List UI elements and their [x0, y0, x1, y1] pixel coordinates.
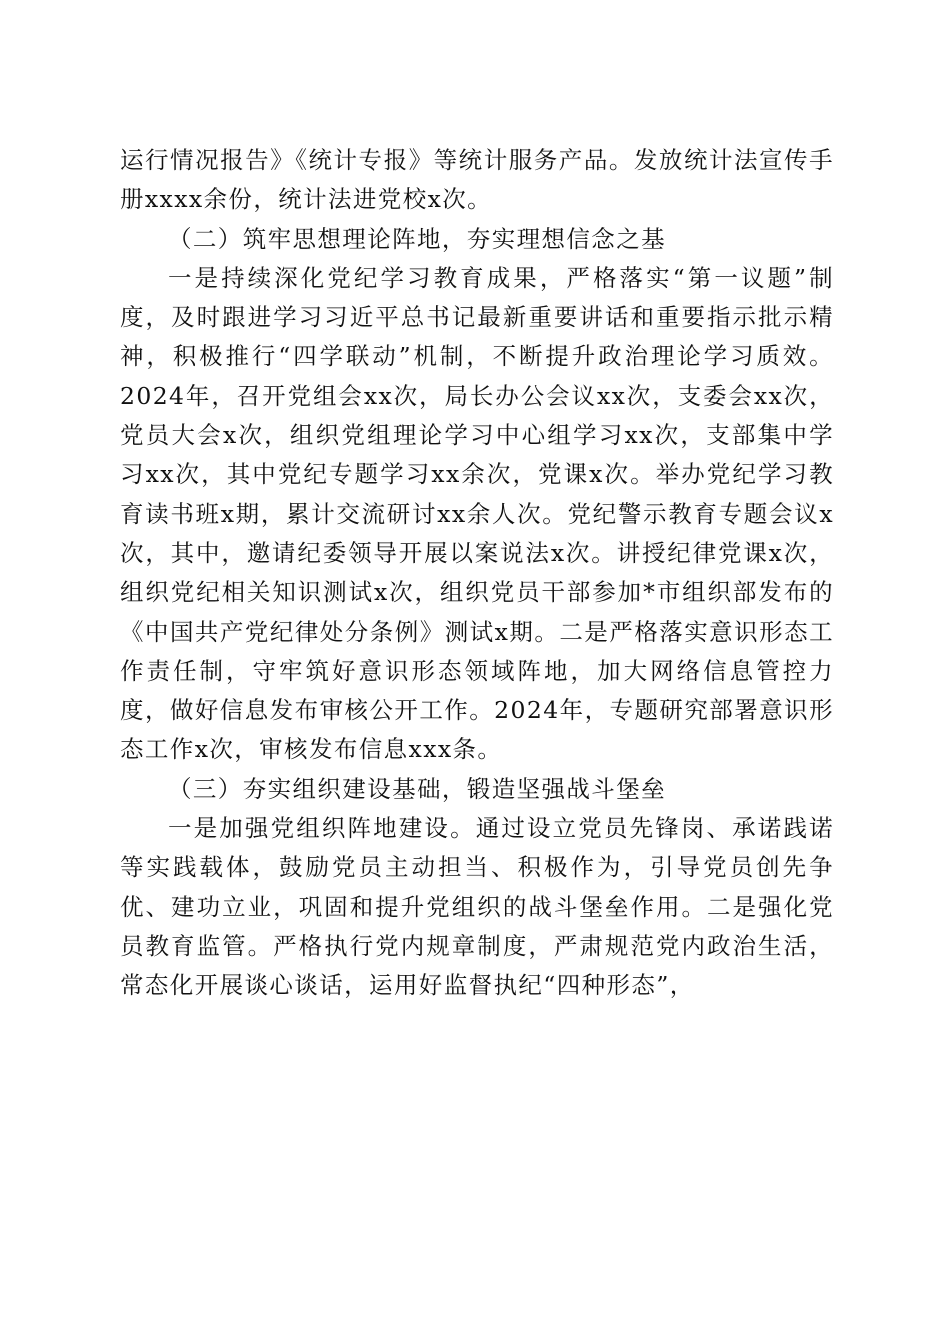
paragraph-continuation: 运行情况报告》《统计专报》等统计服务产品。发放统计法宣传手册xxxx余份，统计法进党校x次。	[120, 146, 834, 214]
paragraph-organization-building: 一是加强党组织阵地建设。通过设立党员先锋岗、承诺践诺等实践载体，鼓励党员主动担当、积极作为，引导党员创先争优、建功立业，巩固和提升党组织的战斗堡垒作用。二是强化党员教育监管。严格执行党内规章制度，严肃规范党内政治生活，常态化开展谈心谈话，运用好监督执纪“四种形态”，	[120, 814, 834, 1000]
section-heading-3: （三）夯实组织建设基础，锻造坚强战斗堡垒	[168, 774, 666, 803]
document-body	[120, 141, 834, 1006]
section-heading-2: （二）筑牢思想理论阵地，夯实理想信念之基	[168, 224, 666, 253]
paragraph-theory-study: 一是持续深化党纪学习教育成果，严格落实“第一议题”制度，及时跟进学习习近平总书记最新重要讲话和重要指示批示精神，积极推行“四学联动”机制，不断提升政治理论学习质效。2024年，召开党组会xx次，局长办公会议xx次，支委会xx次，党员大会x次，组织党组理论学习中心组学习xx次，支部集中学习xx次，其中党纪专题学习xx余次，党课x次。举办党纪学习教育读书班x期，累计交流研讨xx余人次。党纪警示教育专题会议x次，其中，邀请纪委领导开展以案说法x次。讲授纪律党课x次，组织党纪相关知识测试x次，组织党员干部参加*市组织部发布的《中国共产党纪律处分条例》测试x期。二是严格落实意识形态工作责任制，守牢筑好意识形态领域阵地，加大网络信息管控力度，做好信息发布审核公开工作。2024年，专题研究部署意识形态工作x次，审核发布信息xxx条。	[120, 263, 834, 764]
